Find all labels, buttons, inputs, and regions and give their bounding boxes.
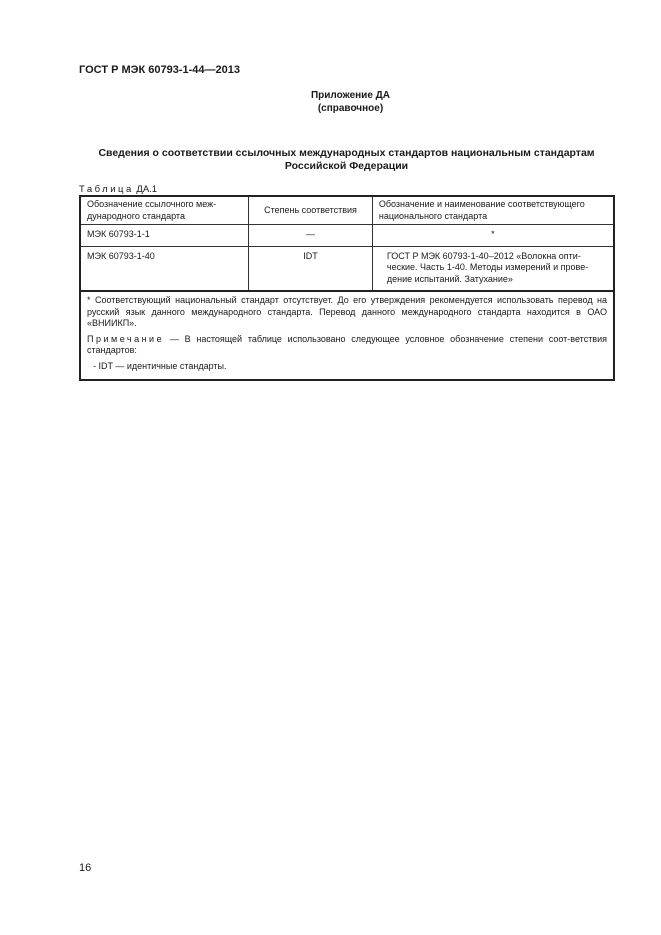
cell-national: ГОСТ Р МЭК 60793-1-40–2012 «Волокна опти-ческие. Часть 1-40. Методы измерений и прове-дение испытаний. Затухание» [372, 246, 614, 291]
table-caption [79, 184, 157, 195]
table-footnote-row [80, 291, 614, 380]
table-caption-number: ДА.1 [133, 184, 158, 195]
table-row [80, 246, 614, 291]
header-ref-standard: Обозначение ссылочного меж-дународного стандарта [80, 196, 249, 225]
appendix-title [0, 89, 661, 115]
section-heading: Сведения о соответствии ссылочных международных стандартов национальным стандартам Российской Федерации [98, 147, 595, 172]
note-text: — В настоящей таблице использовано следующее условное обозначение степени соот-ветствия стандартов: [87, 333, 607, 355]
table-caption-word: Таблица [79, 184, 134, 195]
correspondence-table [79, 195, 615, 381]
appendix-subtitle: (справочное) [317, 103, 384, 114]
table-row [80, 225, 614, 247]
document-code: ГОСТ Р МЭК 60793-1-44—2013 [79, 64, 240, 76]
table-header-row [80, 196, 614, 225]
cell-degree: IDT [249, 246, 373, 291]
cell-ref: МЭК 60793-1-1 [80, 225, 249, 247]
note-label: Примечание [87, 333, 165, 344]
cell-national: * [372, 225, 614, 247]
page-number: 16 [79, 862, 92, 874]
footnote-text: * Соответствующий национальный стандарт отсутствует. До его утверждения рекомендуется использовать перевод на русский язык данного международного стандарта. Перевод данного международного стандарта находится в ОАО «ВНИИКП». [87, 295, 607, 328]
cell-degree: — [249, 225, 373, 247]
cell-ref: МЭК 60793-1-40 [80, 246, 249, 291]
appendix-label: Приложение ДА [310, 90, 391, 101]
header-national-standard: Обозначение и наименование соответствующего национального стандарта [372, 196, 614, 225]
table-footnote-cell [80, 291, 614, 380]
note-item: - IDT — идентичные стандарты. [93, 360, 227, 371]
header-degree: Степень соответствия [249, 196, 373, 225]
note-paragraph [87, 334, 607, 357]
